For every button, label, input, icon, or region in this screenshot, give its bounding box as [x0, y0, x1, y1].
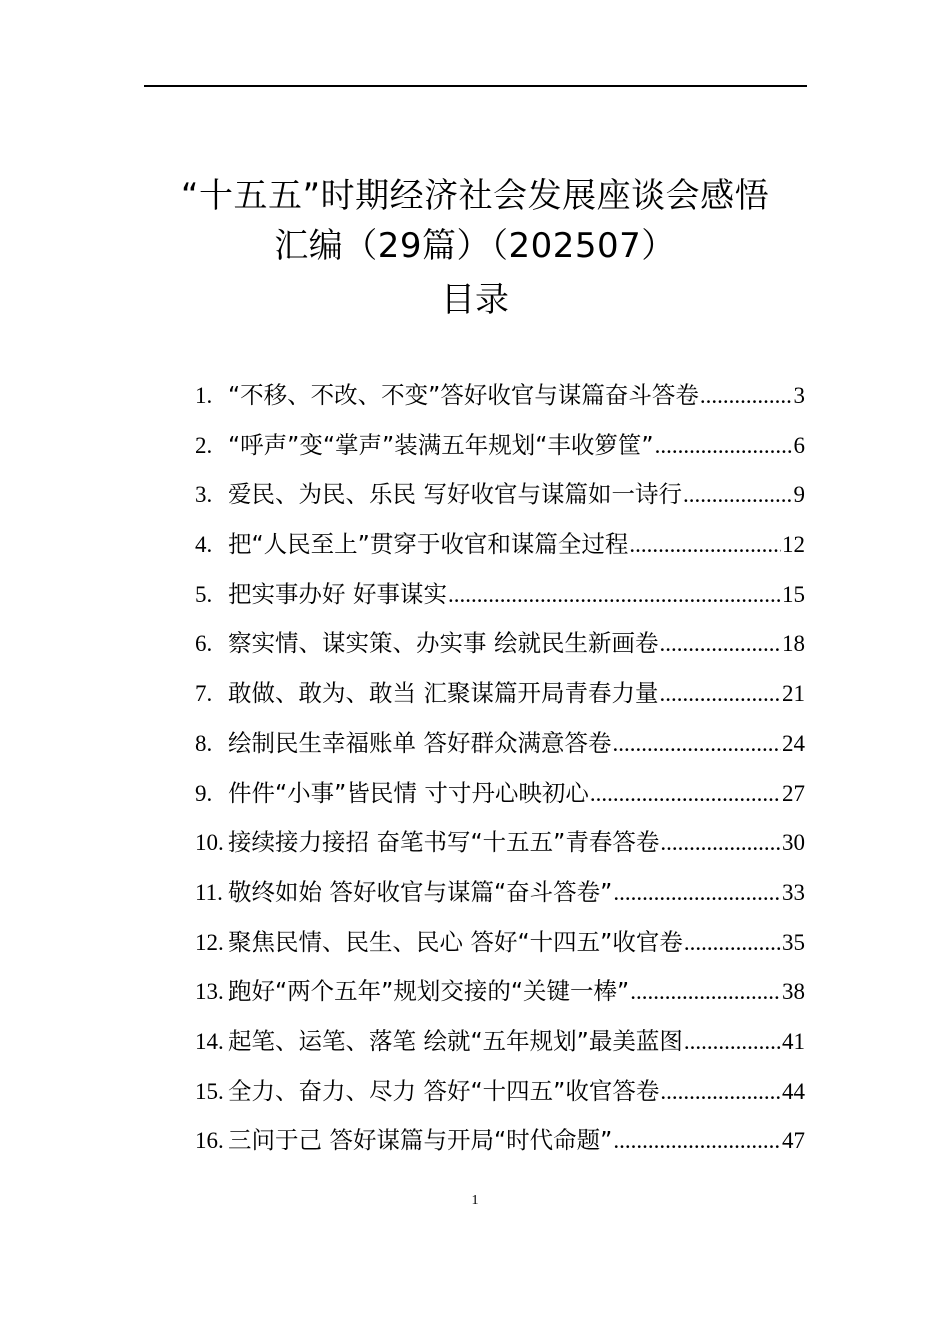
- toc-dot-leader: [629, 532, 781, 558]
- toc-entry-number: 14.: [195, 1028, 224, 1054]
- toc-entry-title: 察实情、谋实策、办实事 绘就民生新画卷: [228, 629, 659, 658]
- toc-entry-number: 11.: [195, 879, 223, 905]
- document-title-line-1: “十五五”时期经济社会发展座谈会感悟: [180, 176, 770, 216]
- toc-dot-leader: [613, 880, 781, 906]
- toc-entry[interactable]: [195, 774, 805, 824]
- toc-dot-leader: [590, 781, 781, 807]
- toc-entry-title: 聚焦民情、民生、民心 答好“十四五”收官卷: [228, 927, 683, 956]
- toc-dot-leader: [448, 582, 781, 608]
- toc-entry-number: 6.: [195, 631, 213, 657]
- toc-entry[interactable]: [195, 923, 805, 973]
- toc-entry-number: 15.: [195, 1078, 224, 1104]
- toc-entry-title: “不移、不改、不变”答好收官与谋篇奋斗答卷: [228, 381, 699, 409]
- table-of-contents: [195, 376, 805, 1171]
- page-number: 1: [471, 1193, 479, 1208]
- toc-dot-leader: [684, 930, 781, 956]
- toc-entry-page: 6: [793, 432, 805, 458]
- toc-entry-page: 21: [782, 681, 805, 707]
- toc-entry-number: 12.: [195, 929, 224, 955]
- toc-dot-leader: [660, 1079, 781, 1105]
- toc-entry[interactable]: [195, 575, 805, 625]
- toc-entry-page: 15: [782, 581, 805, 607]
- toc-entry-title: “呼声”变“掌声”装满五年规划“丰收箩筐”: [228, 430, 654, 459]
- toc-entry-page: 9: [793, 482, 805, 508]
- toc-entry-title: 跑好“两个五年”规划交接的“关键一棒”: [228, 977, 630, 1006]
- toc-entry-page: 27: [782, 780, 805, 806]
- toc-entry-page: 35: [782, 929, 805, 955]
- toc-entry-title: 全力、奋力、尽力 答好“十四五”收官答卷: [228, 1076, 660, 1105]
- toc-entry[interactable]: [195, 724, 805, 774]
- toc-entry-title: 敬终如始 答好收官与谋篇“奋斗答卷”: [228, 877, 613, 906]
- toc-entry-page: 33: [782, 879, 805, 905]
- toc-entry[interactable]: [195, 823, 805, 873]
- toc-entry-title: 爱民、为民、乐民 写好收官与谋篇如一诗行: [228, 480, 682, 509]
- toc-entry-number: 5.: [195, 581, 213, 607]
- toc-entry[interactable]: [195, 475, 805, 525]
- toc-entry[interactable]: [195, 1072, 805, 1122]
- toc-entry-title: 敢做、敢为、敢当 汇聚谋篇开局青春力量: [228, 679, 659, 708]
- toc-entry-title: 起笔、运笔、落笔 绘就“五年规划”最美蓝图: [228, 1026, 683, 1055]
- toc-entry-title: 接续接力接招 奋笔书写“十五五”青春答卷: [228, 828, 660, 857]
- toc-entry-title: 三问于己 答好谋篇与开局“时代命题”: [228, 1126, 613, 1155]
- toc-entry-number: 1.: [195, 383, 213, 408]
- header-rule: [144, 85, 807, 87]
- toc-entry[interactable]: [195, 525, 805, 575]
- toc-entry[interactable]: [195, 426, 805, 476]
- toc-entry[interactable]: [195, 873, 805, 923]
- toc-dot-leader: [660, 830, 781, 856]
- toc-entry[interactable]: [195, 972, 805, 1022]
- toc-entry-number: 4.: [195, 532, 213, 558]
- toc-entry-page: 30: [782, 830, 805, 856]
- toc-dot-leader: [700, 383, 793, 409]
- toc-dot-leader: [659, 631, 781, 657]
- toc-entry-page: 44: [782, 1078, 805, 1104]
- toc-dot-leader: [612, 731, 781, 757]
- toc-entry-page: 12: [782, 532, 805, 558]
- toc-entry-page: 38: [782, 979, 805, 1005]
- toc-heading: 目录: [441, 280, 509, 320]
- toc-entry[interactable]: [195, 1022, 805, 1072]
- toc-dot-leader: [613, 1128, 781, 1154]
- toc-entry-number: 8.: [195, 730, 213, 756]
- toc-entry-number: 16.: [195, 1128, 224, 1154]
- toc-entry-page: 47: [782, 1128, 805, 1154]
- toc-dot-leader: [630, 979, 781, 1005]
- toc-entry-number: 10.: [195, 830, 224, 856]
- toc-entry-title: 把“人民至上”贯穿于收官和谋篇全过程: [228, 530, 629, 559]
- toc-entry-title: 件件“小事”皆民情 寸寸丹心映初心: [228, 778, 589, 807]
- toc-entry-number: 7.: [195, 681, 213, 707]
- toc-entry[interactable]: [195, 624, 805, 674]
- toc-dot-leader: [655, 433, 793, 459]
- toc-entry-number: 3.: [195, 482, 213, 508]
- toc-entry-page: 18: [782, 631, 805, 657]
- toc-entry[interactable]: [195, 376, 805, 426]
- toc-dot-leader: [659, 681, 781, 707]
- toc-dot-leader: [684, 1029, 781, 1055]
- document-title-line-2: 汇编（29篇）（202507）: [274, 226, 676, 266]
- toc-entry-page: 3: [793, 383, 805, 408]
- toc-entry-page: 24: [782, 730, 805, 756]
- toc-entry-number: 9.: [195, 780, 213, 806]
- title-block: [100, 170, 850, 324]
- toc-entry-number: 13.: [195, 979, 224, 1005]
- toc-entry-number: 2.: [195, 432, 213, 458]
- toc-dot-leader: [683, 482, 793, 508]
- toc-entry[interactable]: [195, 1121, 805, 1171]
- toc-entry[interactable]: [195, 674, 805, 724]
- toc-entry-page: 41: [782, 1028, 805, 1054]
- toc-entry-title: 把实事办好 好事谋实: [228, 579, 447, 608]
- toc-entry-title: 绘制民生幸福账单 答好群众满意答卷: [228, 728, 612, 757]
